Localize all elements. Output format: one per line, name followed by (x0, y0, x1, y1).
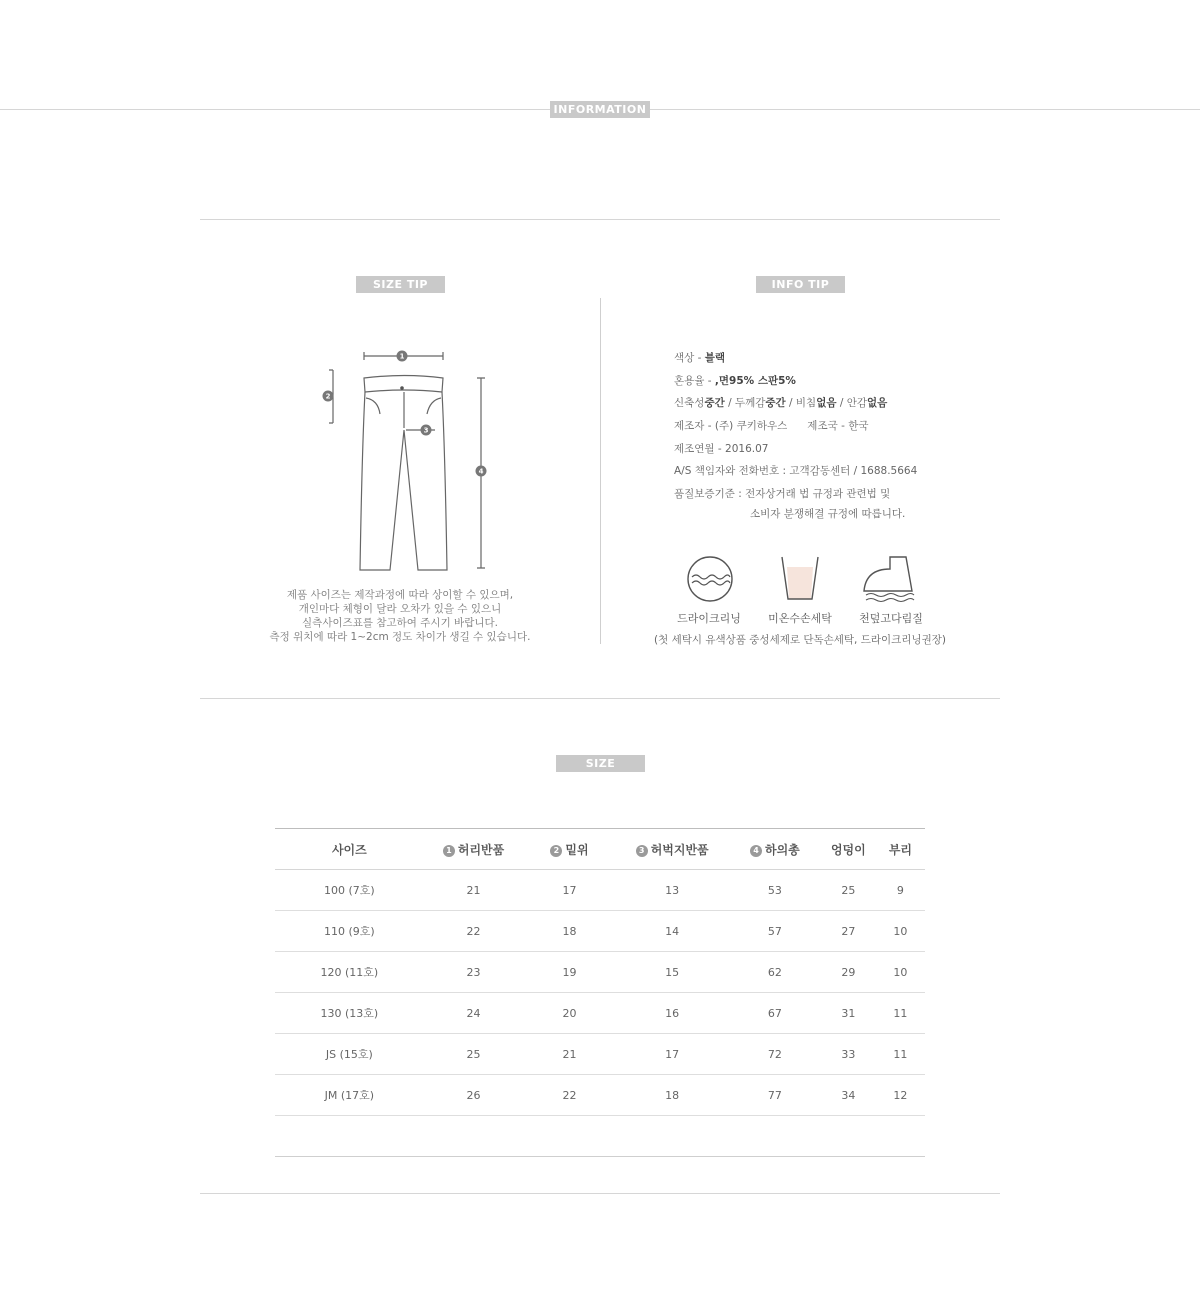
pants-measure-diagram (310, 340, 500, 580)
col-waist: 1 허리반품 (424, 829, 524, 870)
info-country: 제조국 - 한국 (807, 420, 869, 432)
info-warranty: 품질보증기준 : 전자상거래 법 규정과 관련법 및 (674, 488, 891, 500)
info-fabric: 혼용율 - ,면95% 스판5% (674, 375, 796, 387)
info-warranty-cont: 소비자 분쟁해결 규정에 따릅니다. (750, 508, 906, 520)
info-tip-badge: INFO TIP (756, 276, 845, 293)
table-row: 110 (9호) 22 18 14 57 27 10 (275, 911, 925, 952)
num-2-icon: 2 (550, 845, 562, 857)
size-table-header (275, 829, 925, 870)
iron-with-cloth-icon (862, 555, 918, 603)
col-length: 4 하의총 (729, 829, 821, 870)
table-row: JS (15호) 25 21 17 72 33 11 (275, 1034, 925, 1075)
num-3-icon: 3 (636, 845, 648, 857)
pants-waistband (364, 376, 443, 393)
size-table (275, 828, 925, 1157)
info-color: 색상 - 블랙 (674, 352, 726, 364)
size-tip-badge: SIZE TIP (356, 276, 445, 293)
size-badge: SIZE (556, 755, 645, 772)
hand-wash-icon (778, 555, 822, 603)
table-row: 100 (7호) 21 17 13 53 25 9 (275, 870, 925, 911)
bottom-divider (200, 1193, 1000, 1194)
marker-3-label: 3 (423, 426, 429, 435)
table-row: 120 (11호) 23 19 15 62 29 10 (275, 952, 925, 993)
table-row-empty (275, 1116, 925, 1157)
info-as: A/S 책임자와 전화번호 : 고객감동센터 / 1688.5664 (674, 465, 918, 477)
care-label-iron: 천덮고다림질 (859, 612, 923, 625)
info-date: 제조연월 - 2016.07 (674, 443, 769, 455)
table-row: JM (17호) 26 22 18 77 34 12 (275, 1075, 925, 1116)
size-note-line: 제품 사이즈는 제작과정에 따라 상이할 수 있으며, (286, 589, 514, 601)
col-rise: 2 밑위 (523, 829, 615, 870)
size-note (240, 588, 560, 644)
marker-1-label: 1 (399, 352, 405, 361)
size-note-line: 실측사이즈표를 참고하여 주시기 바랍니다. (302, 617, 498, 629)
table-row: 130 (13호) 24 20 16 67 31 11 (275, 993, 925, 1034)
column-divider (600, 298, 601, 644)
information-badge: INFORMATION (550, 101, 650, 118)
care-label-dry-cleaning: 드라이크리닝 (677, 612, 741, 625)
num-4-icon: 4 (750, 845, 762, 857)
size-note-line: 개인마다 체형이 달라 오차가 있을 수 있으니 (298, 603, 502, 615)
col-thigh: 3 허벅지반품 (615, 829, 728, 870)
care-label-hand-wash: 미온수손세탁 (768, 612, 832, 625)
info-texture: 신축성중간 / 두께감중간 / 비침없음 / 안감없음 (674, 397, 888, 409)
col-hip: 엉덩이 (821, 829, 876, 870)
marker-4-label: 4 (478, 467, 484, 476)
size-note-line: 측정 위치에 따라 1~2cm 정도 차이가 생길 수 있습니다. (269, 631, 531, 643)
info-maker: 제조자 - (주) 쿠키하우스 제조국 - 한국 (674, 420, 869, 432)
marker-2-label: 2 (325, 392, 331, 401)
section-divider-2 (200, 698, 1000, 699)
col-hem: 부리 (876, 829, 925, 870)
care-note: (첫 세탁시 유색상품 중성세제로 단독손세탁, 드라이크리닝권장) (654, 634, 946, 646)
num-1-icon: 1 (443, 845, 455, 857)
dry-cleaning-icon (686, 555, 734, 603)
col-size: 사이즈 (275, 829, 424, 870)
section-divider-1 (200, 219, 1000, 220)
